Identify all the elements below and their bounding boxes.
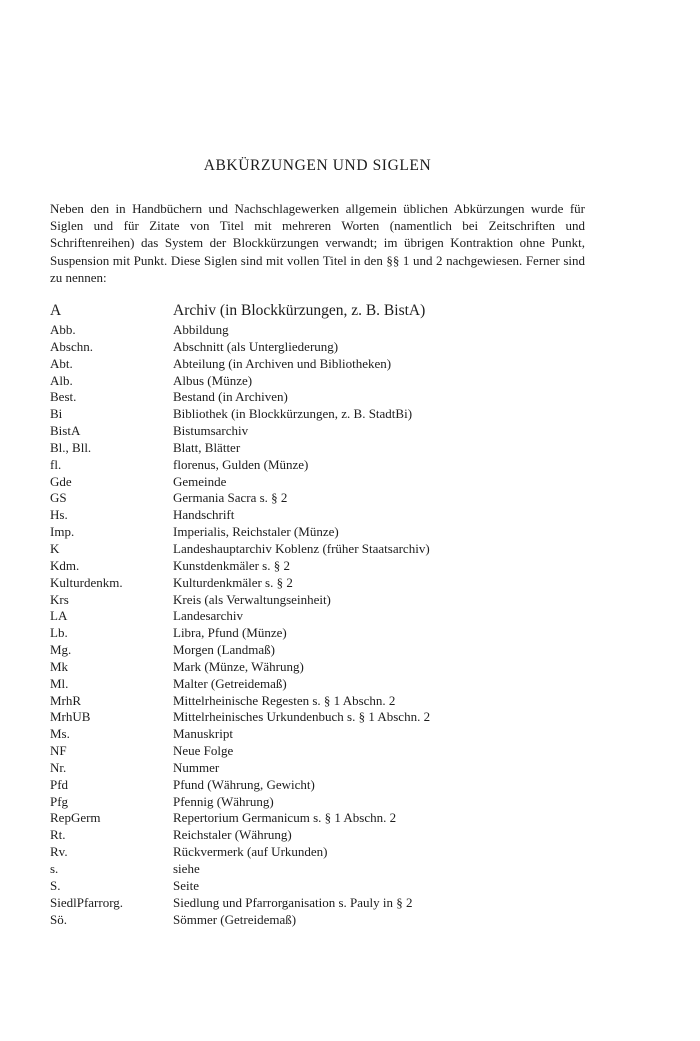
- abbreviation-term: Abt.: [50, 355, 73, 371]
- abbreviation-term: Krs: [50, 591, 69, 607]
- abbreviation-term: Ms.: [50, 726, 70, 742]
- abbreviation-entry: [50, 861, 585, 878]
- abbreviation-term: fl.: [50, 456, 62, 472]
- abbreviation-entry: [50, 457, 585, 474]
- abbreviation-meaning: Bistumsarchiv: [173, 423, 249, 439]
- abbreviation-term: Pfd: [50, 776, 69, 792]
- abbreviation-list: [50, 300, 585, 928]
- abbreviation-meaning: Landesarchiv: [173, 608, 244, 624]
- abbreviation-entry: [50, 356, 585, 373]
- abbreviation-meaning: Nummer: [173, 759, 220, 775]
- abbreviation-meaning: Siedlung und Pfarrorganisation s. Pauly in § 2: [173, 894, 413, 910]
- abbreviation-entry: [50, 878, 585, 895]
- abbreviation-meaning: Blatt, Blätter: [173, 439, 241, 455]
- abbreviation-entry: [50, 339, 585, 356]
- abbreviation-entry: [50, 474, 585, 491]
- abbreviation-meaning: Abschnitt (als Untergliederung): [173, 338, 339, 354]
- abbreviation-meaning: Libra, Pfund (Münze): [173, 625, 287, 641]
- abbreviation-entry: [50, 608, 585, 625]
- abbreviation-term: MrhR: [50, 692, 82, 708]
- abbreviation-term: NF: [50, 743, 67, 759]
- abbreviation-meaning: Abbildung: [173, 322, 229, 337]
- abbreviation-term: MrhUB: [50, 709, 91, 725]
- abbreviation-entry: [50, 726, 585, 743]
- abbreviation-term: BistA: [50, 423, 81, 439]
- abbreviation-meaning: Repertorium Germanicum s. § 1 Abschn. 2: [173, 810, 397, 826]
- abbreviation-term: Best.: [50, 389, 77, 405]
- abbreviation-term: Ml.: [50, 675, 69, 691]
- abbreviation-meaning: Imperialis, Reichstaler (Münze): [173, 524, 339, 540]
- abbreviation-meaning: Kunstdenkmäler s. § 2: [173, 557, 290, 573]
- abbreviation-entry: [50, 373, 585, 390]
- abbreviation-meaning: Sömmer (Getreidemaß): [173, 911, 297, 927]
- abbreviation-term: Sö.: [50, 911, 67, 927]
- abbreviation-entry: [50, 507, 585, 524]
- abbreviation-term: Bl., Bll.: [50, 439, 92, 455]
- abbreviation-entry: [50, 676, 585, 693]
- abbreviation-meaning: Gemeinde: [173, 473, 227, 489]
- abbreviation-term: S.: [50, 877, 61, 893]
- abbreviation-term: Alb.: [50, 372, 73, 388]
- abbreviation-meaning: Landeshauptarchiv Koblenz (früher Staatsarchiv): [173, 540, 430, 556]
- abbreviation-entry: [50, 760, 585, 777]
- abbreviation-term: Gde: [50, 473, 72, 489]
- abbreviation-term: Mk: [50, 658, 69, 674]
- abbreviation-entry: [50, 743, 585, 760]
- abbreviation-meaning: Albus (Münze): [173, 372, 253, 388]
- abbreviation-term: SiedlPfarrorg.: [50, 894, 124, 910]
- abbreviation-term: GS: [50, 490, 67, 506]
- abbreviation-entry: [50, 592, 585, 609]
- abbreviation-term: Nr.: [50, 759, 67, 775]
- abbreviation-entry: [50, 575, 585, 592]
- abbreviation-entry: [50, 810, 585, 827]
- intro-paragraph: Neben den in Handbüchern und Nachschlagewerken allgemein üblichen Abkürzungen wurde für Siglen und für Zitate von Titel mit mehreren Worten (namentlich bei Zeitschriften und Schriftenreihen) das System der Blockkürzungen verwandt; im übrigen Kontraktion ohne Punkt, Suspension mit Punkt. Diese Siglen sind mit vollen Titel in den §§ 1 und 2 nachgewiesen. Ferner sind zu nennen:: [50, 201, 585, 285]
- abbreviation-meaning: Mark (Münze, Währung): [173, 658, 304, 674]
- abbreviation-entry: [50, 827, 585, 844]
- abbreviation-meaning: Malter (Getreidemaß): [173, 675, 287, 691]
- abbreviation-meaning: Kulturdenkmäler s. § 2: [173, 574, 293, 590]
- abbreviation-meaning: Reichstaler (Währung): [173, 827, 292, 843]
- abbreviation-entry: [50, 558, 585, 575]
- abbreviation-term: Rv.: [50, 844, 68, 860]
- abbreviation-entry: [50, 777, 585, 794]
- abbreviation-entry: [50, 794, 585, 811]
- abbreviation-meaning: Neue Folge: [173, 743, 234, 759]
- abbreviation-meaning: Handschrift: [173, 507, 235, 523]
- abbreviation-meaning: siehe: [173, 861, 200, 876]
- abbreviation-entry: [50, 524, 585, 541]
- abbreviation-meaning: Bestand (in Archiven): [173, 389, 288, 405]
- abbreviation-term: Lb.: [50, 625, 68, 641]
- abbreviation-entry: [50, 300, 585, 322]
- abbreviation-entry: [50, 322, 585, 339]
- abbreviation-entry: [50, 389, 585, 406]
- abbreviation-entry: [50, 625, 585, 642]
- page-title: ABKÜRZUNGEN UND SIGLEN: [203, 157, 432, 174]
- abbreviation-entry: [50, 709, 585, 726]
- abbreviation-meaning: florenus, Gulden (Münze): [173, 456, 309, 472]
- abbreviation-term: Kulturdenkm.: [50, 574, 123, 590]
- abbreviation-entry: [50, 912, 585, 929]
- abbreviation-entry: [50, 423, 585, 440]
- abbreviation-entry: [50, 642, 585, 659]
- abbreviation-meaning: Manuskript: [173, 726, 233, 742]
- abbreviation-meaning: Bibliothek (in Blockkürzungen, z. B. StadtBi): [173, 406, 413, 422]
- abbreviation-term: A: [50, 302, 62, 319]
- abbreviation-meaning: Mittelrheinisches Urkundenbuch s. § 1 Abschn. 2: [173, 709, 431, 725]
- abbreviation-entry: [50, 490, 585, 507]
- abbreviation-entry: [50, 406, 585, 423]
- abbreviation-term: Pfg: [50, 793, 69, 809]
- abbreviation-term: s.: [50, 861, 59, 876]
- abbreviation-term: K: [50, 540, 60, 556]
- abbreviation-term: RepGerm: [50, 810, 101, 826]
- abbreviation-term: Rt.: [50, 827, 66, 843]
- abbreviation-meaning: Abteilung (in Archiven und Bibliotheken): [173, 355, 392, 371]
- abbreviation-entry: [50, 895, 585, 912]
- abbreviation-meaning: Seite: [173, 877, 199, 893]
- abbreviation-meaning: Mittelrheinische Regesten s. § 1 Abschn. 2: [173, 692, 396, 708]
- abbreviation-entry: [50, 659, 585, 676]
- abbreviation-meaning: Pfund (Währung, Gewicht): [173, 776, 315, 792]
- abbreviation-term: Abschn.: [50, 338, 93, 354]
- abbreviation-term: Abb.: [50, 322, 76, 337]
- abbreviation-entry: [50, 844, 585, 861]
- abbreviation-term: Imp.: [50, 524, 75, 540]
- abbreviation-meaning: Pfennig (Währung): [173, 793, 274, 809]
- abbreviation-term: Hs.: [50, 507, 68, 523]
- abbreviation-entry: [50, 541, 585, 558]
- abbreviation-meaning: Archiv (in Blockkürzungen, z. B. BistA): [173, 302, 426, 319]
- abbreviation-meaning: Kreis (als Verwaltungseinheit): [173, 591, 331, 607]
- abbreviation-meaning: Germania Sacra s. § 2: [173, 490, 288, 506]
- abbreviation-term: Kdm.: [50, 557, 80, 573]
- abbreviation-term: Bi: [50, 406, 63, 422]
- abbreviation-entry: [50, 440, 585, 457]
- abbreviation-term: Mg.: [50, 642, 72, 658]
- abbreviation-term: LA: [50, 608, 68, 624]
- abbreviation-meaning: Rückvermerk (auf Urkunden): [173, 844, 328, 860]
- abbreviation-entry: [50, 693, 585, 710]
- abbreviation-meaning: Morgen (Landmaß): [173, 642, 275, 658]
